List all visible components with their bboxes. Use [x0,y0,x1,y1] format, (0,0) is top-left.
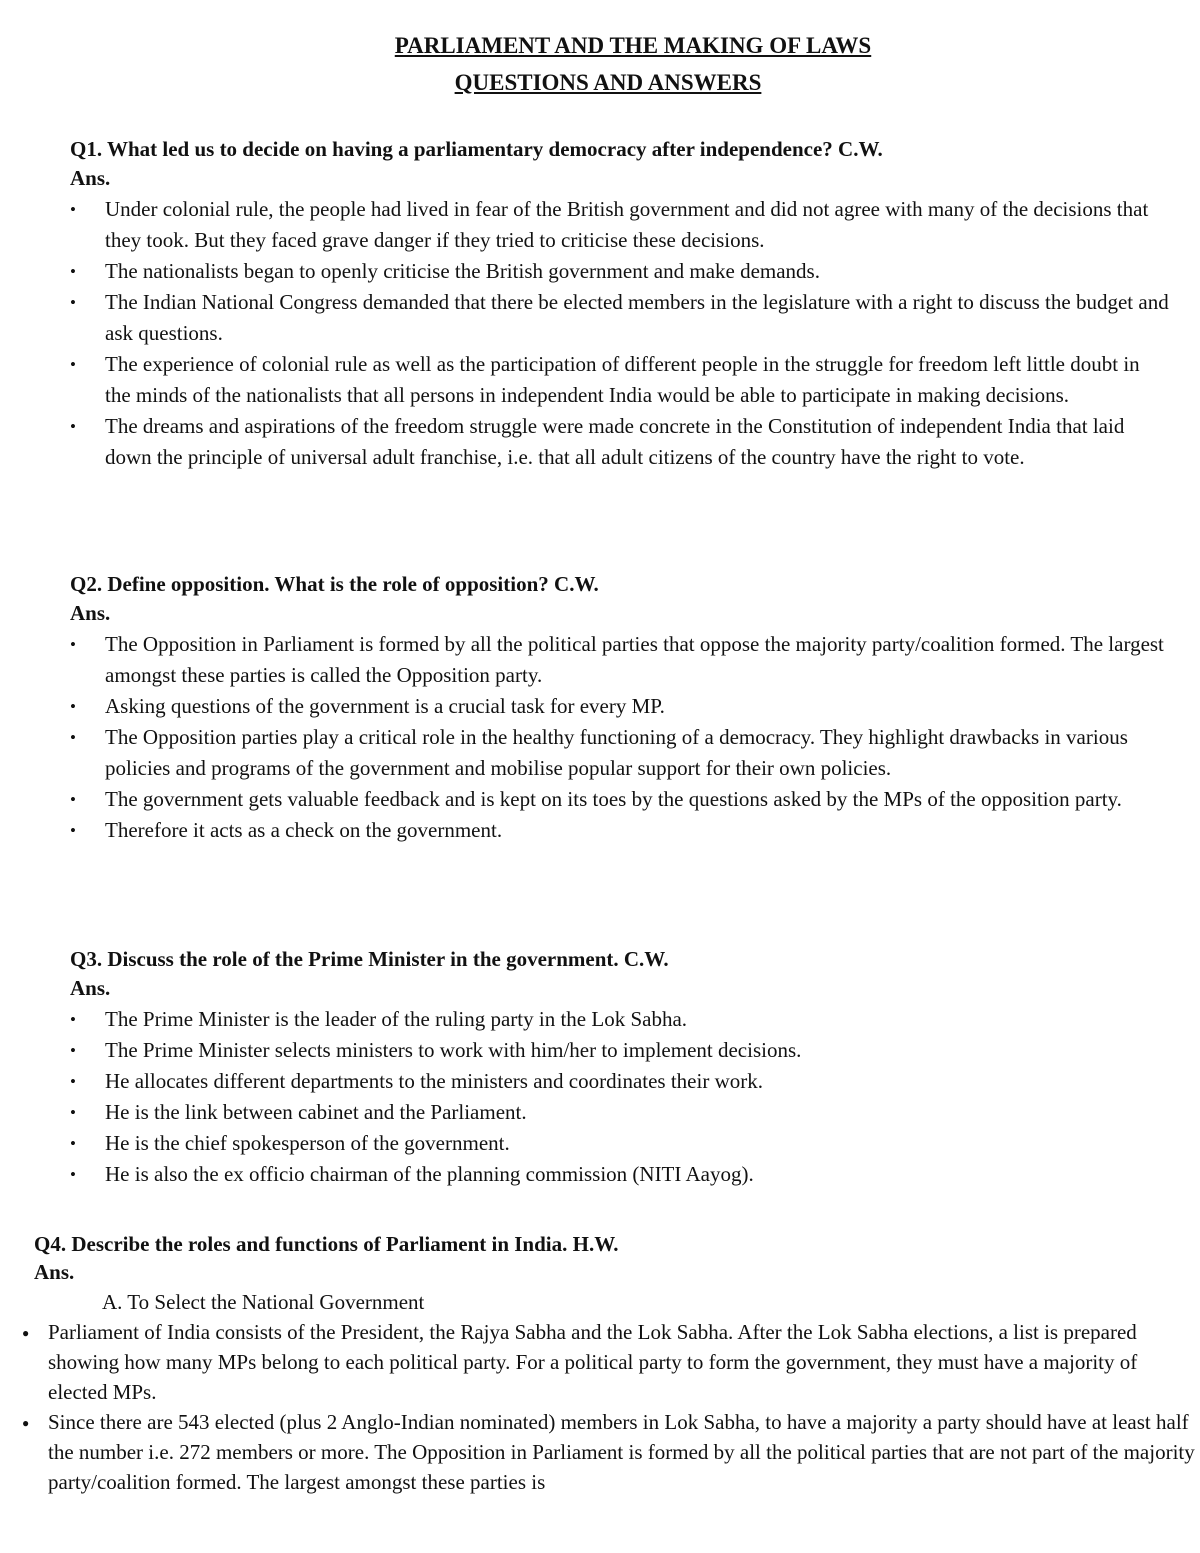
question-3-ans-label: Ans. [70,976,111,1000]
list-item: • Therefore it acts as a check on the government. [70,815,1170,846]
list-item: • The Opposition parties play a critical role in the healthy functioning of a democracy. They highlight drawbacks in various policies and programs of the government and mobilise popular support for their own policies. [70,722,1170,784]
question-2-section [70,569,1170,846]
list-item: • Under colonial rule, the people had lived in fear of the British government and did not agree with many of the decisions that they took. But they faced grave danger if they tried to criticise these decisions. [70,194,1170,256]
question-2-answer-list [70,629,1170,846]
list-item: • The experience of colonial rule as well as the participation of different people in the struggle for freedom left little doubt in the minds of the nationalists that all persons in independent India would be able to participate in making decisions. [70,349,1170,411]
question-1-answer-list [70,194,1170,473]
list-item: • The government gets valuable feedback and is kept on its toes by the questions asked by the MPs of the opposition party. [70,784,1170,815]
list-item: • He is also the ex officio chairman of the planning commission (NITI Aayog). [70,1159,1170,1190]
question-1-ans-label: Ans. [70,166,111,190]
list-item: • The Opposition in Parliament is formed by all the political parties that oppose the majority party/coalition formed. The largest amongst these parties is called the Opposition party. [70,629,1170,691]
list-item: • He is the chief spokesperson of the government. [70,1128,1170,1159]
question-4-ans-label: Ans. [34,1260,75,1284]
question-1-heading: Q1. What led us to decide on having a parliamentary democracy after independence? C.W. [70,137,883,161]
list-item: ● Since there are 543 elected (plus 2 Anglo-Indian nominated) members in Lok Sabha, to have a majority a party should have at least half the number i.e. 272 members or more. The Opposition in Parliament is formed by all the political parties that are not part of the majority party/coalition formed. The largest amongst these parties is [22,1407,1196,1497]
question-3-section [70,944,1170,1190]
question-1-section [70,134,1170,473]
list-item: • The nationalists began to openly criticise the British government and make demands. [70,256,1170,287]
list-item: • The Prime Minister selects ministers to work with him/her to implement decisions. [70,1035,1170,1066]
page-subtitle: QUESTIONS AND ANSWERS [454,70,762,95]
list-item: • The Prime Minister is the leader of the ruling party in the Lok Sabha. [70,1004,1170,1035]
question-2-ans-label: Ans. [70,601,111,625]
list-item: • The dreams and aspirations of the freedom struggle were made concrete in the Constitution of independent India that laid down the principle of universal adult franchise, i.e. that all adult citizens of the country have the right to vote. [70,411,1170,473]
list-item: • He allocates different departments to the ministers and coordinates their work. [70,1066,1170,1097]
page-title: PARLIAMENT AND THE MAKING OF LAWS [394,33,872,58]
question-3-heading: Q3. Discuss the role of the Prime Minister in the government. C.W. [70,947,669,971]
list-item: • The Indian National Congress demanded that there be elected members in the legislature with a right to discuss the budget and ask questions. [70,287,1170,349]
question-4-section [34,1229,1196,1497]
question-4-subheading: A. To Select the National Government [102,1290,425,1314]
question-4-heading: Q4. Describe the roles and functions of Parliament in India. H.W. [34,1232,619,1256]
list-item: • Asking questions of the government is a crucial task for every MP. [70,691,1170,722]
question-4-answer-list [22,1317,1196,1497]
question-2-heading: Q2. Define opposition. What is the role of opposition? C.W. [70,572,599,596]
list-item: • He is the link between cabinet and the Parliament. [70,1097,1170,1128]
question-3-answer-list [70,1004,1170,1190]
list-item: ● Parliament of India consists of the President, the Rajya Sabha and the Lok Sabha. After the Lok Sabha elections, a list is prepared showing how many MPs belong to each political party. For a political party to form the government, they must have a majority of elected MPs. [22,1317,1196,1407]
